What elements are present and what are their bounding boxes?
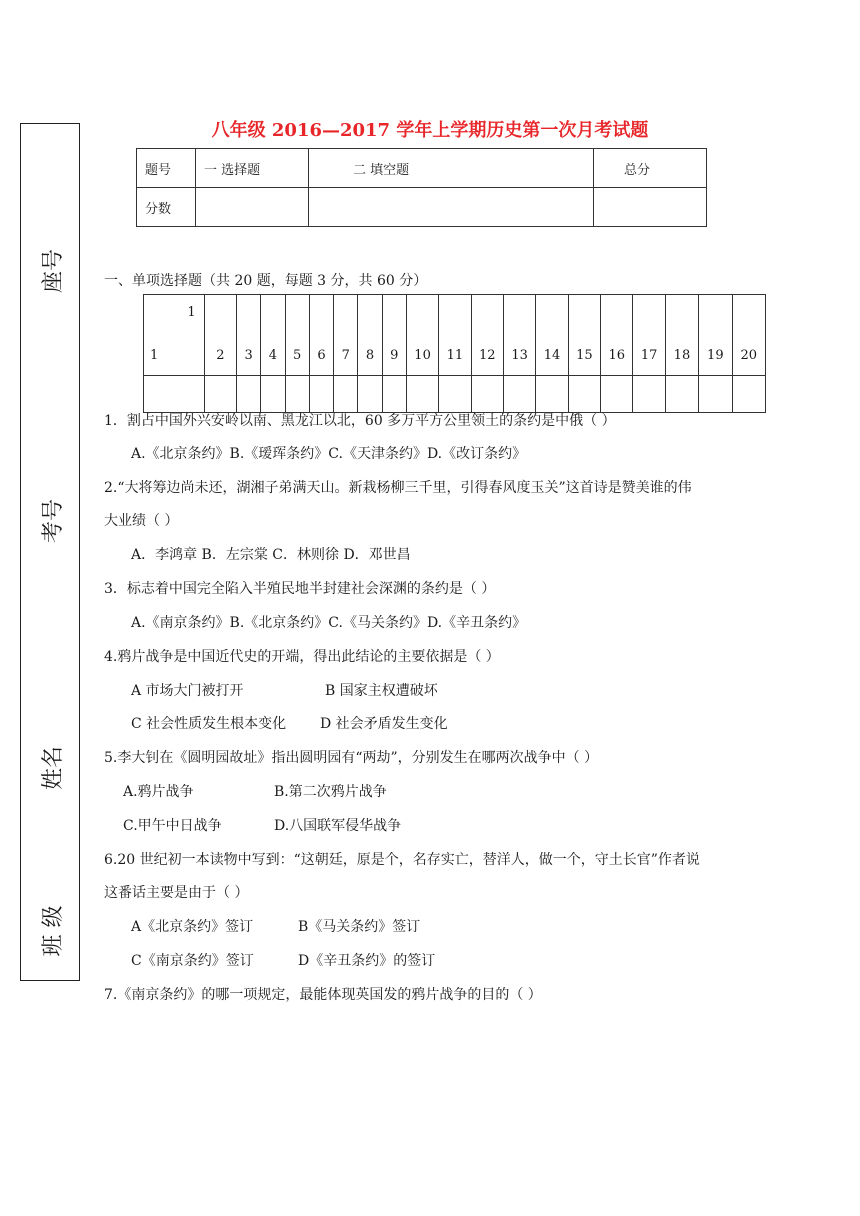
answer-cell [439, 376, 471, 413]
question-number-cell: 15 [568, 295, 600, 376]
answer-cell [237, 376, 261, 413]
option-5d: D.八国联军侵华战争 [274, 818, 402, 834]
answer-cell [633, 376, 665, 413]
question-4: 4.鸦片战争是中国近代史的开端，得出此结论的主要依据是（ ） [104, 649, 500, 665]
question-number-cell [144, 295, 205, 376]
table-cell: 分数 [137, 188, 196, 227]
table-cell [196, 188, 309, 227]
question-number-cell: 20 [732, 295, 765, 376]
name-label: 姓名 [40, 745, 66, 790]
score-table [136, 148, 707, 227]
options-3: A.《南京条约》B.《北京条约》C.《马关条约》D.《辛丑条约》 [131, 615, 527, 631]
question-number-cell: 19 [699, 295, 732, 376]
option-5c: C.甲午中日战争 [123, 818, 222, 834]
question-number-cell: 8 [358, 295, 382, 376]
answer-cell [601, 376, 633, 413]
option-4a: A 市场大门被打开 [131, 683, 244, 699]
answer-grid [143, 294, 766, 413]
table-row [144, 376, 766, 413]
question-7: 7.《南京条约》的哪一项规定，最能体现英国发的鸦片战争的目的（ ） [104, 987, 542, 1003]
question-number-cell: 10 [406, 295, 438, 376]
option-6c: C《南京条约》签订 [131, 953, 254, 969]
answer-cell [358, 376, 382, 413]
table-cell: 题号 [137, 149, 196, 188]
answer-cell [309, 376, 333, 413]
table-cell: 二 填空题 [309, 149, 594, 188]
question-1: 1．割占中国外兴安岭以南、黑龙江以北，60 多万平方公里领土的条约是中俄（ ） [104, 413, 616, 429]
table-cell [309, 188, 594, 227]
question-2-cont: 大业绩（ ） [104, 513, 179, 529]
answer-cell [568, 376, 600, 413]
question-number-cell: 18 [665, 295, 698, 376]
seat-number-label: 座号 [40, 248, 66, 293]
answer-cell [261, 376, 285, 413]
question-number-cell: 3 [237, 295, 261, 376]
table-row [137, 188, 707, 227]
question-number-cell: 16 [601, 295, 633, 376]
question-number-cell: 14 [536, 295, 568, 376]
option-6a: A《北京条约》签订 [131, 919, 254, 935]
answer-cell [732, 376, 765, 413]
table-row [137, 149, 707, 188]
option-6d: D《辛丑条约》的签订 [298, 953, 436, 969]
question-number-cell: 11 [439, 295, 471, 376]
answer-cell [406, 376, 438, 413]
option-5a: A.鸦片战争 [123, 784, 194, 800]
answer-cell [471, 376, 503, 413]
question-number-cell: 2 [204, 295, 236, 376]
number-digit: 1 [187, 305, 196, 320]
table-row [144, 295, 766, 376]
number-digit: 1 [150, 348, 159, 363]
section-heading: 一、单项选择题（共 20 题，每题 3 分，共 60 分） [104, 273, 428, 289]
options-1: A.《北京条约》B.《瑷珲条约》C.《天津条约》D.《改订条约》 [131, 446, 527, 462]
answer-cell [285, 376, 309, 413]
class-label: 班 级 [40, 905, 66, 957]
answer-cell [503, 376, 535, 413]
answer-cell [699, 376, 732, 413]
table-cell: 一 选择题 [196, 149, 309, 188]
question-6: 6.20 世纪初一本读物中写到：“这朝廷，原是个，名存实亡，替洋人，做一个，守土长官”作者说 [104, 852, 700, 868]
question-number-cell: 12 [471, 295, 503, 376]
exam-number-label: 考号 [40, 498, 66, 543]
option-4d: D 社会矛盾发生变化 [320, 716, 448, 732]
question-5: 5.李大钊在《圆明园故址》指出圆明园有“两劫”，分别发生在哪两次战争中（ ） [104, 750, 599, 766]
table-cell [594, 188, 707, 227]
table-cell: 总分 [594, 149, 707, 188]
answer-cell [536, 376, 568, 413]
option-5b: B.第二次鸦片战争 [274, 784, 387, 800]
option-6b: B《马关条约》签订 [298, 919, 421, 935]
question-number-cell: 5 [285, 295, 309, 376]
answer-cell [144, 376, 205, 413]
answer-cell [665, 376, 698, 413]
question-number-cell: 13 [503, 295, 535, 376]
question-number-cell: 9 [382, 295, 406, 376]
question-number-cell: 7 [334, 295, 358, 376]
question-3: 3．标志着中国完全陷入半殖民地半封建社会深渊的条约是（ ） [104, 581, 496, 597]
option-4c: C 社会性质发生根本变化 [131, 716, 287, 732]
question-number-cell: 6 [309, 295, 333, 376]
answer-cell [382, 376, 406, 413]
exam-title: 八年级 2016—2017 学年上学期历史第一次月考试题 [211, 120, 649, 141]
question-number-cell: 4 [261, 295, 285, 376]
question-2: 2.“大将筹边尚未还，湖湘子弟满天山。新栽杨柳三千里，引得春风度玉关”这首诗是赞美谁的伟 [104, 480, 692, 496]
option-4b: B 国家主权遭破坏 [325, 683, 438, 699]
options-2: A．李鸿章 B．左宗棠 C．林则徐 D．邓世昌 [131, 547, 411, 563]
question-number-cell: 17 [633, 295, 665, 376]
question-6-cont: 这番话主要是由于（ ） [104, 885, 249, 901]
answer-cell [204, 376, 236, 413]
answer-cell [334, 376, 358, 413]
